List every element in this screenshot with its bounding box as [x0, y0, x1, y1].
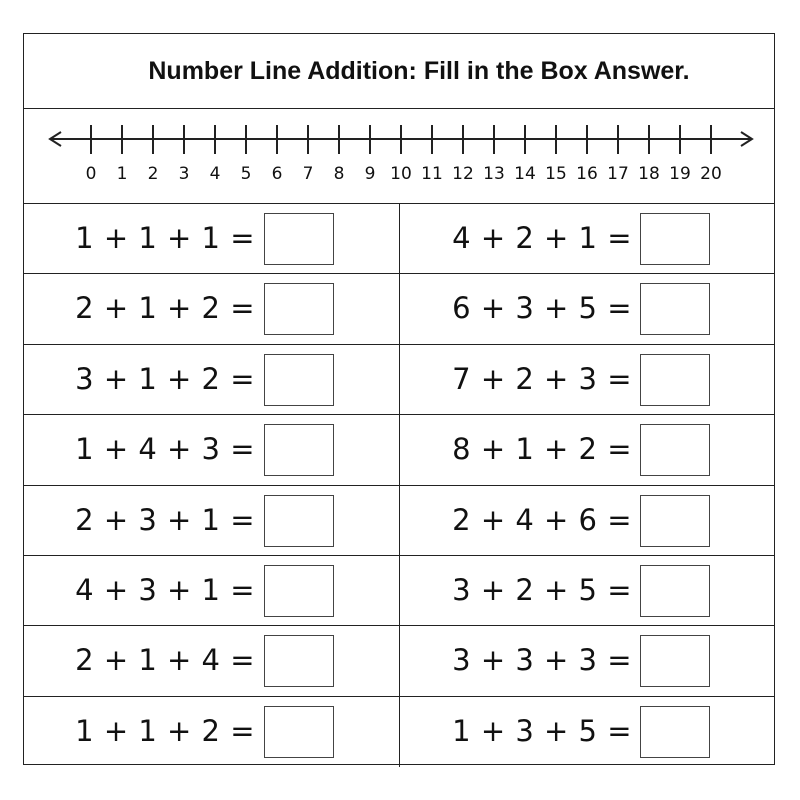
problem-row	[24, 274, 774, 344]
tick-label: 7	[302, 164, 314, 184]
tick-label: 14	[514, 164, 536, 184]
tick-label: 6	[271, 164, 283, 184]
problem-row	[24, 415, 774, 485]
answer-box[interactable]	[640, 283, 710, 335]
problem-cell	[24, 274, 400, 343]
tick-label: 4	[209, 164, 221, 184]
tick-label: 15	[545, 164, 567, 184]
problem-row	[24, 204, 774, 274]
equation: 1 + 1 + 2 =	[75, 713, 255, 748]
tick-label: 11	[421, 164, 443, 184]
answer-box[interactable]	[640, 354, 710, 406]
tick-label: 0	[85, 164, 97, 184]
tick-label: 12	[452, 164, 474, 184]
problem-row	[24, 486, 774, 556]
tick-label: 10	[390, 164, 412, 184]
equation: 3 + 2 + 5 =	[452, 573, 632, 607]
problem-cell	[24, 415, 400, 484]
equation: 3 + 1 + 2 =	[75, 361, 255, 396]
problem-cell	[400, 626, 776, 695]
tick-label: 9	[364, 164, 376, 184]
equation: 2 + 3 + 1 =	[75, 502, 255, 537]
number-line	[24, 109, 774, 204]
tick-label: 19	[669, 164, 691, 184]
problem-row	[24, 626, 774, 696]
answer-box[interactable]	[264, 565, 334, 617]
tick-label: 13	[483, 164, 505, 184]
problem-cell	[400, 345, 776, 414]
equation: 1 + 4 + 3 =	[75, 432, 255, 467]
problem-cell	[400, 204, 776, 273]
equation: 1 + 3 + 5 =	[452, 713, 632, 748]
equation: 4 + 3 + 1 =	[75, 573, 255, 607]
problem-cell	[24, 345, 400, 414]
equation: 7 + 2 + 3 =	[452, 361, 632, 396]
equation: 6 + 3 + 5 =	[452, 291, 632, 326]
tick-label: 18	[638, 164, 660, 184]
problem-cell	[400, 697, 776, 767]
tick-label: 16	[576, 164, 598, 184]
answer-box[interactable]	[264, 635, 334, 687]
problem-row	[24, 556, 774, 626]
worksheet	[23, 33, 775, 765]
answer-box[interactable]	[264, 283, 334, 335]
tick-label: 17	[607, 164, 629, 184]
answer-box[interactable]	[640, 565, 710, 617]
problem-cell	[24, 556, 400, 625]
answer-box[interactable]	[640, 213, 710, 265]
problem-cell	[400, 274, 776, 343]
equation: 2 + 1 + 2 =	[75, 291, 255, 326]
answer-box[interactable]	[640, 424, 710, 476]
equation: 2 + 4 + 6 =	[452, 502, 632, 537]
answer-box[interactable]	[264, 354, 334, 406]
problem-cell	[24, 204, 400, 273]
problem-cell	[24, 486, 400, 555]
tick-label: 3	[178, 164, 190, 184]
number-line-graphic	[24, 109, 774, 204]
tick-label: 1	[116, 164, 128, 184]
answer-box[interactable]	[640, 495, 710, 547]
answer-box[interactable]	[264, 424, 334, 476]
problem-row	[24, 345, 774, 415]
equation: 3 + 3 + 3 =	[452, 643, 632, 678]
answer-box[interactable]	[640, 706, 710, 758]
tick-label: 5	[240, 164, 252, 184]
problem-cell	[24, 697, 400, 767]
answer-box[interactable]	[264, 213, 334, 265]
equation: 2 + 1 + 4 =	[75, 643, 255, 678]
worksheet-title: Number Line Addition: Fill in the Box Answer.	[24, 34, 774, 109]
equation: 1 + 1 + 1 =	[75, 221, 255, 255]
answer-box[interactable]	[640, 635, 710, 687]
answer-box[interactable]	[264, 706, 334, 758]
answer-box[interactable]	[264, 495, 334, 547]
problem-cell	[24, 626, 400, 695]
tick-label: 20	[700, 164, 722, 184]
tick-label: 2	[147, 164, 159, 184]
problem-cell	[400, 486, 776, 555]
equation: 8 + 1 + 2 =	[452, 432, 632, 467]
tick-label: 8	[333, 164, 345, 184]
problem-cell	[400, 556, 776, 625]
problem-row	[24, 697, 774, 767]
equation: 4 + 2 + 1 =	[452, 221, 632, 255]
problem-cell	[400, 415, 776, 484]
